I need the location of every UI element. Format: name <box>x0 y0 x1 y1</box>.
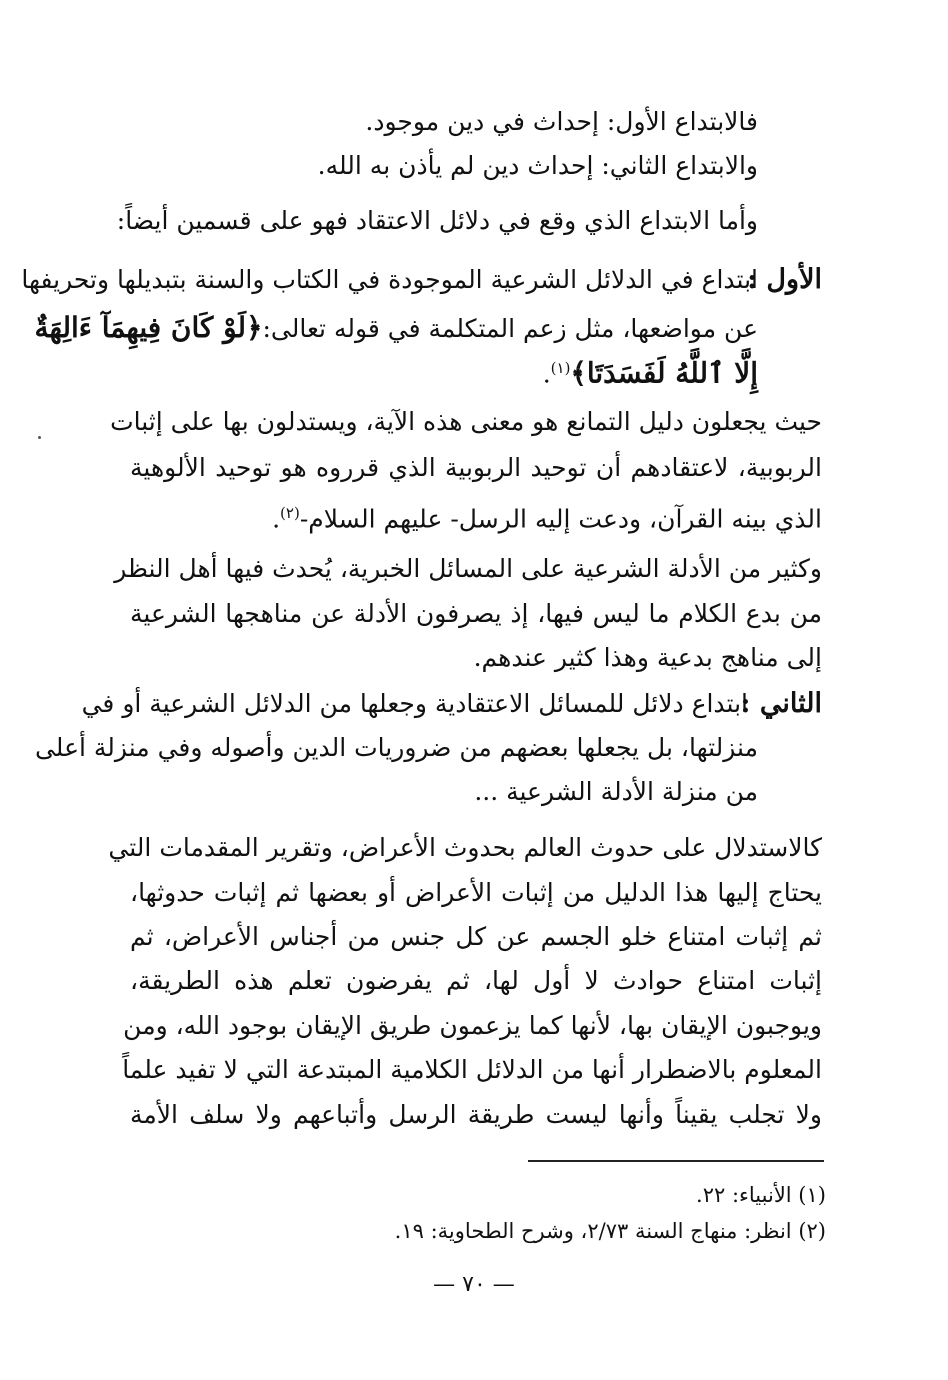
term-first: الأول : <box>747 264 822 295</box>
second-line-3: من منزلة الأدلة الشرعية ... <box>474 777 758 806</box>
intro-line-3: وأما الابتداع الذي وقع في دلائل الاعتقاد فهو على قسمين أيضاً: <box>116 206 758 235</box>
second-p2-line-2: يحتاج إليها هذا الدليل من إثبات الأعراض أو بعضها ثم إثبات حدوثها، <box>130 878 822 907</box>
footnote-2: (٢) انظر: منهاج السنة ٢/٧٣، وشرح الطحاوية: ١٩. <box>394 1219 826 1243</box>
first-p3-line-1: وكثير من الأدلة الشرعية على المسائل الخبرية، يُحدث فيها أهل النظر <box>114 554 822 583</box>
quran-verse-part-1: ﴿لَوْ كَانَ فِيهِمَآ ءَالِهَةٌ <box>34 311 263 344</box>
period: . <box>542 359 551 389</box>
second-p2-line-4: إثبات امتناع حوادث لا أول لها، ثم يفرضون تعلم هذه الطريقة، <box>130 966 822 995</box>
first-p3-line-2: من بدع الكلام ما ليس فيها، إذ يصرفون الأدلة عن مناهجها الشرعية <box>130 599 822 628</box>
second-p2-line-6: المعلوم بالاضطرار أنها من الدلائل الكلامية المبتدعة التي لا تفيد علماً <box>122 1055 822 1084</box>
footnote-ref-2: (٢) <box>280 504 300 522</box>
footnote-1: (١) الأنبياء: ٢٢. <box>696 1183 826 1207</box>
second-p2-line-5: ويوجبون الإيقان بها، لأنها كما يزعمون طريق الإيقان بوجود الله، ومن <box>123 1011 822 1040</box>
term-second: الثاني : <box>740 688 822 719</box>
period: . <box>272 504 281 534</box>
first-p2-line-3 <box>130 495 822 537</box>
footnote-separator <box>528 1160 824 1162</box>
first-line-2-text: عن مواضعها، مثل زعم المتكلمة في قوله تعالى: <box>262 314 758 343</box>
quran-verse-part-2: إِلَّا ٱللَّهُ لَفَسَدَتَا﴾ <box>570 356 758 390</box>
second-line-2: منزلتها، بل يجعلها بعضهم من ضروريات الدين وأصوله وفي منزلة أعلى <box>34 733 758 762</box>
intro-line-1: فالابتداع الأول: إحداث في دين موجود. <box>365 107 758 136</box>
first-p2-line-2: الربوبية، لاعتقادهم أن توحيد الربوبية الذي قرروه هو توحيد الألوهية <box>130 453 822 482</box>
first-p2-line-1: حيث يجعلون دليل التمانع هو معنى هذه الآية، ويستدلون بها على إثبات <box>110 407 822 436</box>
intro-line-2: والابتداع الثاني: إحداث دين لم يأذن به الله. <box>317 151 758 180</box>
first-line-2 <box>34 310 758 347</box>
first-line-3 <box>130 350 758 392</box>
second-p2-line-3: ثم إثبات امتناع خلو الجسم عن كل جنس من أجناس الأعراض، ثم <box>130 922 822 951</box>
footnote-ref-1: (١) <box>550 359 571 377</box>
first-p2-last-text: الذي بينه القرآن، ودعت إليه الرسل- عليهم السلام- <box>299 504 822 534</box>
first-line-1: ابتداع في الدلائل الشرعية الموجودة في الكتاب والسنة بتبديلها وتحريفها <box>21 265 758 294</box>
second-p2-line-7: ولا تجلب يقيناً وأنها ليست طريقة الرسل وأتباعهم ولا سلف الأمة <box>130 1100 822 1129</box>
second-p2-line-1: كالاستدلال على حدوث العالم بحدوث الأعراض، وتقرير المقدمات التي <box>108 833 822 862</box>
first-p3-line-3: إلى مناهج بدعية وهذا كثير عندهم. <box>473 643 822 672</box>
second-line-1: ابتداع دلائل للمسائل الاعتقادية وجعلها من الدلائل الشرعية أو في <box>81 689 748 718</box>
scan-speck <box>38 436 41 439</box>
page-number: — ٧٠ — <box>433 1272 515 1297</box>
